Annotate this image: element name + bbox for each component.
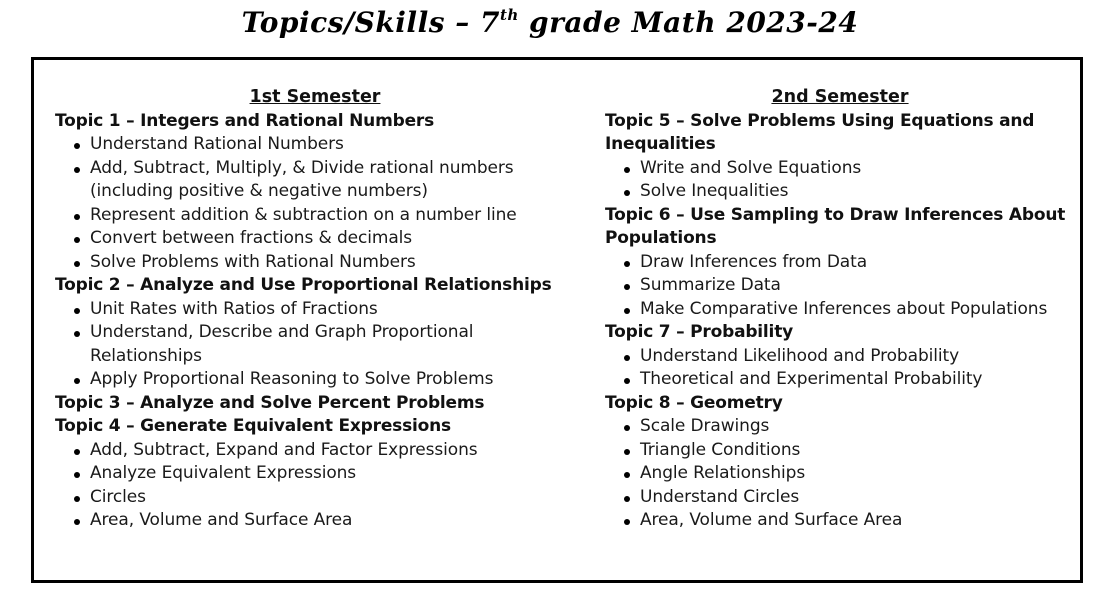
bullet-icon <box>624 261 630 267</box>
bullet-icon <box>624 472 630 478</box>
list-item: Make Comparative Inferences about Populations <box>605 298 1075 322</box>
bullet-icon <box>74 519 80 525</box>
list-item: Solve Problems with Rational Numbers <box>55 251 575 275</box>
topic-heading: Topic 4 – Generate Equivalent Expressions <box>55 416 451 436</box>
list-item: Solve Inequalities <box>605 180 1075 204</box>
semester-heading: 1st Semester <box>249 87 381 107</box>
bullet-icon <box>74 167 80 173</box>
list-item: Theoretical and Experimental Probability <box>605 368 1075 392</box>
title-text-suffix: grade Math 2023-24 <box>518 6 859 39</box>
list-item: Summarize Data <box>605 274 1075 298</box>
semester-1-column <box>55 86 575 533</box>
bullet-icon <box>74 331 80 337</box>
bullet-icon <box>74 496 80 502</box>
list-item: Add, Subtract, Expand and Factor Expressions <box>55 439 575 463</box>
bullet-icon <box>624 167 630 173</box>
list-item: Area, Volume and Surface Area <box>605 509 1075 533</box>
skill-list <box>605 251 1075 322</box>
skill-list <box>605 157 1075 204</box>
list-item: Understand Circles <box>605 486 1075 510</box>
bullet-icon <box>74 449 80 455</box>
semester-heading: 2nd Semester <box>771 87 909 107</box>
list-item: Triangle Conditions <box>605 439 1075 463</box>
bullet-icon <box>74 143 80 149</box>
bullet-icon <box>624 284 630 290</box>
list-item: Understand Rational Numbers <box>55 133 575 157</box>
bullet-icon <box>624 449 630 455</box>
list-item: Convert between fractions & decimals <box>55 227 575 251</box>
list-item: Scale Drawings <box>605 415 1075 439</box>
bullet-icon <box>624 519 630 525</box>
skill-list <box>605 415 1075 533</box>
list-item: Circles <box>55 486 575 510</box>
topic-heading: Topic 6 – Use Sampling to Draw Inferences About Populations <box>605 204 1066 248</box>
topic-heading: Topic 1 – Integers and Rational Numbers <box>55 110 434 131</box>
topics-box <box>31 57 1083 583</box>
bullet-icon <box>624 308 630 314</box>
page-title <box>0 6 1100 39</box>
topic-heading: Topic 5 – Solve Problems Using Equations and Inequalities <box>605 110 1035 154</box>
list-item: Draw Inferences from Data <box>605 251 1075 275</box>
list-item: Area, Volume and Surface Area <box>55 509 575 533</box>
topic-heading: Topic 8 – Geometry <box>605 392 783 413</box>
bullet-icon <box>624 190 630 196</box>
bullet-icon <box>624 425 630 431</box>
list-item: Apply Proportional Reasoning to Solve Problems <box>55 368 575 392</box>
list-item: Angle Relationships <box>605 462 1075 486</box>
topic-heading: Topic 3 – Analyze and Solve Percent Problems <box>55 392 485 413</box>
bullet-icon <box>624 496 630 502</box>
semester-2-column <box>605 86 1075 533</box>
skill-list <box>55 133 575 274</box>
list-item: Understand Likelihood and Probability <box>605 345 1075 369</box>
list-item: Add, Subtract, Multiply, & Divide rational numbers (including positive & negative numbers) <box>55 157 575 204</box>
bullet-icon <box>624 355 630 361</box>
list-item: Analyze Equivalent Expressions <box>55 462 575 486</box>
bullet-icon <box>74 308 80 314</box>
bullet-icon <box>74 237 80 243</box>
list-item: Unit Rates with Ratios of Fractions <box>55 298 575 322</box>
list-item: Represent addition & subtraction on a number line <box>55 204 575 228</box>
bullet-icon <box>74 214 80 220</box>
skill-list <box>55 298 575 392</box>
skill-list <box>605 345 1075 392</box>
list-item: Write and Solve Equations <box>605 157 1075 181</box>
bullet-icon <box>74 472 80 478</box>
topic-heading: Topic 7 – Probability <box>605 322 793 342</box>
bullet-icon <box>74 378 80 384</box>
topic-heading: Topic 2 – Analyze and Use Proportional Relationships <box>55 275 552 295</box>
title-text: Topics/Skills – 7 <box>241 6 500 39</box>
bullet-icon <box>74 261 80 267</box>
title-superscript: th <box>499 6 519 24</box>
list-item: Understand, Describe and Graph Proportional Relationships <box>55 321 575 368</box>
skill-list <box>55 439 575 533</box>
bullet-icon <box>624 378 630 384</box>
